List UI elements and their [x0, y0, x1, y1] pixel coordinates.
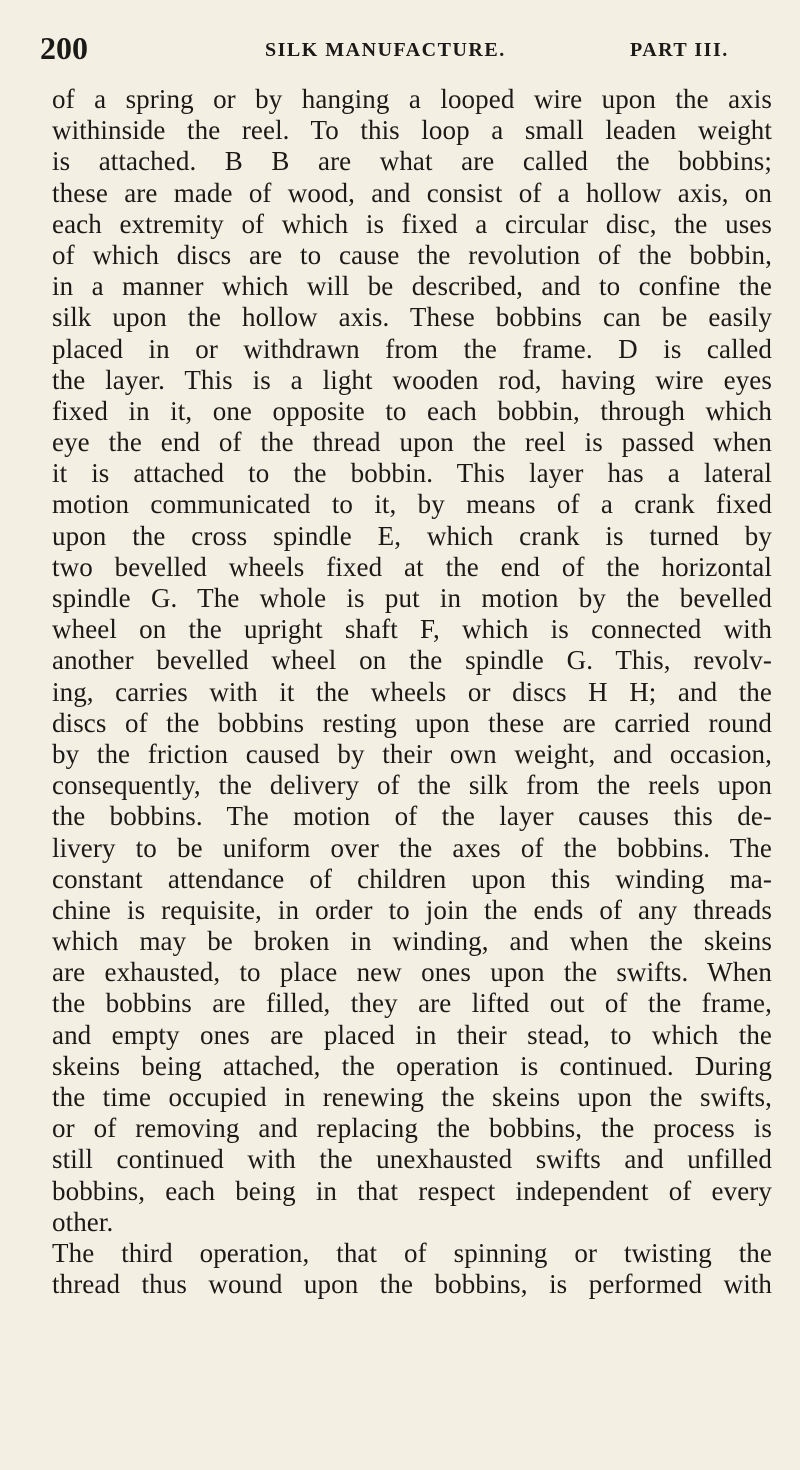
- text-line: discs of the bobbins resting upon these are carried round: [52, 707, 772, 738]
- text-line: wheel on the upright shaft F, which is connected with: [52, 614, 772, 645]
- text-line: the bobbins. The motion of the layer causes this de-: [52, 801, 772, 832]
- text-line: and empty ones are placed in their stead, to which the: [52, 1019, 772, 1050]
- text-line: thread thus wound upon the bobbins, is performed with: [52, 1269, 772, 1300]
- text-line: upon the cross spindle E, which crank is turned by: [52, 520, 772, 551]
- running-head: [40, 30, 780, 66]
- text-line: bobbins, each being in that respect independent of every: [52, 1175, 772, 1206]
- text-line: livery to be uniform over the axes of the bobbins. The: [52, 832, 772, 863]
- text-line: the bobbins are filled, they are lifted out of the frame,: [52, 988, 772, 1019]
- body-text: [52, 84, 772, 1300]
- running-title: SILK MANUFACTURE.: [265, 39, 506, 61]
- text-line: of a spring or by hanging a looped wire upon the axis: [52, 84, 772, 114]
- text-line: two bevelled wheels fixed at the end of the horizontal: [52, 551, 772, 582]
- text-line: skeins being attached, the operation is continued. During: [52, 1050, 772, 1081]
- text-line: it is attached to the bobbin. This layer has a lateral: [52, 458, 772, 489]
- text-line: motion communicated to it, by means of a crank fixed: [52, 489, 772, 520]
- text-line: spindle G. The whole is put in motion by the bevelled: [52, 583, 772, 613]
- page-number: 200: [40, 30, 88, 66]
- text-line: the layer. This is a light wooden rod, having wire eyes: [52, 364, 772, 395]
- text-line: eye the end of the thread upon the reel is passed when: [52, 427, 772, 458]
- text-line: these are made of wood, and consist of a hollow axis, on: [52, 177, 772, 208]
- text-line: constant attendance of children upon this winding ma-: [52, 863, 772, 894]
- text-line: another bevelled wheel on the spindle G. This, revolv-: [52, 645, 772, 676]
- paragraph-first-line: The third operation, that of spinning or twisting the: [52, 1237, 772, 1268]
- text-line: consequently, the delivery of the silk from the reels upon: [52, 770, 772, 801]
- text-line: withinside the reel. To this loop a small leaden weight: [52, 115, 772, 146]
- text-line: in a manner which will be described, and to confine the: [52, 271, 772, 302]
- text-line: placed in or withdrawn from the frame. D is called: [52, 333, 772, 364]
- text-line: silk upon the hollow axis. These bobbins can be easily: [52, 302, 772, 333]
- text-line: fixed in it, one opposite to each bobbin, through which: [52, 395, 772, 426]
- text-line: the time occupied in renewing the skeins upon the swifts,: [52, 1082, 772, 1112]
- text-line: of which discs are to cause the revolution of the bobbin,: [52, 239, 772, 270]
- text-line: ing, carries with it the wheels or discs H H; and the: [52, 676, 772, 707]
- text-line: are exhausted, to place new ones upon the swifts. When: [52, 957, 772, 988]
- text-line: chine is requisite, in order to join the ends of any threads: [52, 894, 772, 925]
- text-line: still continued with the unexhausted swifts and unfilled: [52, 1144, 772, 1175]
- text-line: is attached. B B are what are called the bobbins;: [52, 146, 772, 177]
- text-line: which may be broken in winding, and when the skeins: [52, 926, 772, 957]
- text-line: other.: [52, 1206, 114, 1237]
- text-line: by the friction caused by their own weight, and occasion,: [52, 738, 772, 769]
- text-line: or of removing and replacing the bobbins, the process is: [52, 1113, 772, 1144]
- text-line: each extremity of which is fixed a circular disc, the uses: [52, 208, 772, 239]
- part-label: PART III.: [630, 39, 729, 61]
